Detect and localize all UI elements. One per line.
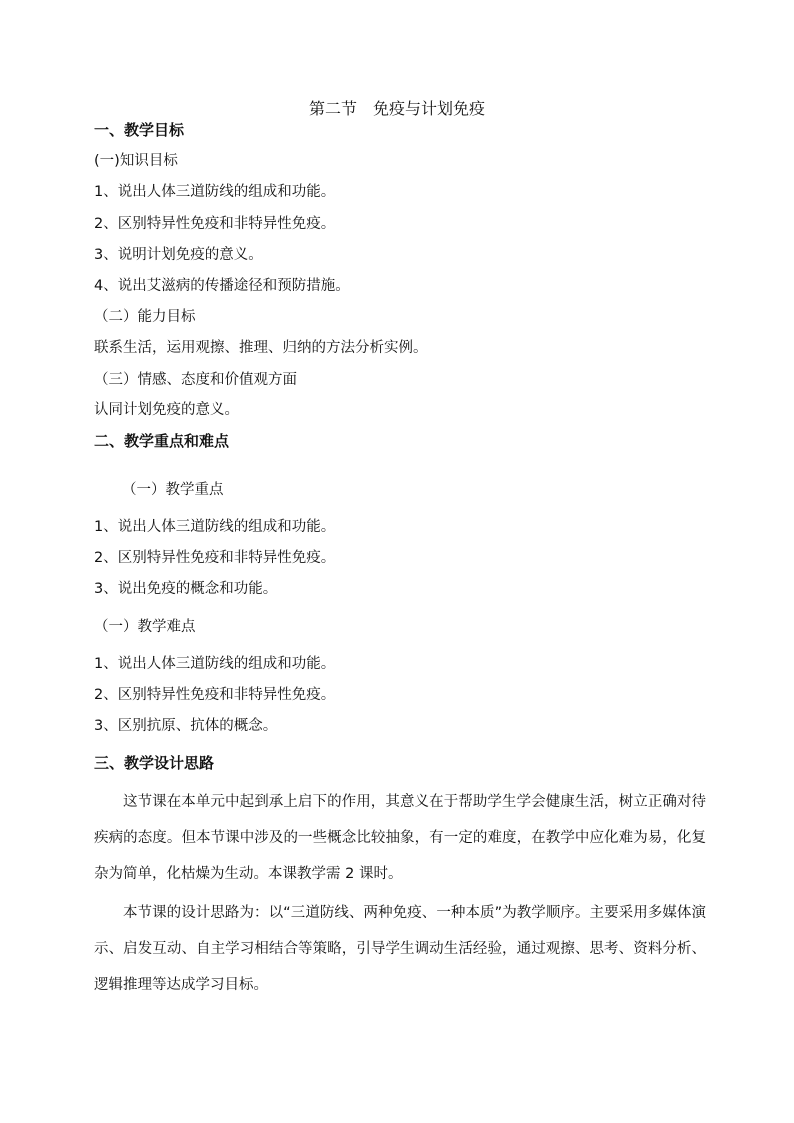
ability-goal: 联系生活，运用观擦、推理、归纳的方法分析实例。 — [94, 340, 428, 356]
knowledge-goal-1: 1、说出人体三道防线的组成和功能。 — [94, 184, 336, 200]
key-point-1: 1、说出人体三道防线的组成和功能。 — [94, 519, 336, 535]
knowledge-goal-2: 2、区别特异性免疫和非特异性免疫。 — [94, 216, 336, 232]
difficulty-2: 2、区别特异性免疫和非特异性免疫。 — [94, 687, 336, 703]
design-paragraph-2: 本节课的设计思路为：以“三道防线、两种免疫、一种本质”为教学顺序。主要采用多媒体演示、启发互动、自主学习相结合等策略，引导学生调动生活经验，通过观擦、思考、资料分析、逻辑推理等达成学习目标。 — [94, 905, 706, 993]
section-1-heading: 一、教学目标 — [94, 121, 185, 139]
key-point-2: 2、区别特异性免疫和非特异性免疫。 — [94, 550, 336, 566]
ability-goals-heading: （二）能力目标 — [94, 309, 196, 325]
page-title: 第二节 免疫与计划免疫 — [308, 99, 485, 118]
knowledge-goals-heading: (一)知识目标 — [94, 153, 178, 169]
section-3-heading: 三、教学设计思路 — [94, 754, 215, 772]
key-point-3: 3、说出免疫的概念和功能。 — [94, 581, 278, 597]
design-paragraph-1: 这节课在本单元中起到承上启下的作用，其意义在于帮助学生学会健康生活，树立正确对待疾病的态度。但本节课中涉及的一些概念比较抽象，有一定的难度，在教学中应化难为易，化复杂为简单，化枯燥为生动。本课教学需 2 课时。 — [94, 794, 706, 882]
key-points-heading: （一）教学重点 — [122, 482, 224, 498]
attitude-goal: 认同计划免疫的意义。 — [94, 402, 239, 418]
knowledge-goal-4: 4、说出艾滋病的传播途径和预防措施。 — [94, 278, 350, 294]
attitude-goals-heading: （三）情感、态度和价值观方面 — [94, 372, 297, 388]
difficulty-1: 1、说出人体三道防线的组成和功能。 — [94, 656, 336, 672]
difficulty-3: 3、区别抗原、抗体的概念。 — [94, 718, 278, 734]
knowledge-goal-3: 3、说明计划免疫的意义。 — [94, 247, 263, 263]
section-2-heading: 二、教学重点和难点 — [94, 432, 230, 450]
difficulties-heading: （一）教学难点 — [94, 619, 196, 635]
